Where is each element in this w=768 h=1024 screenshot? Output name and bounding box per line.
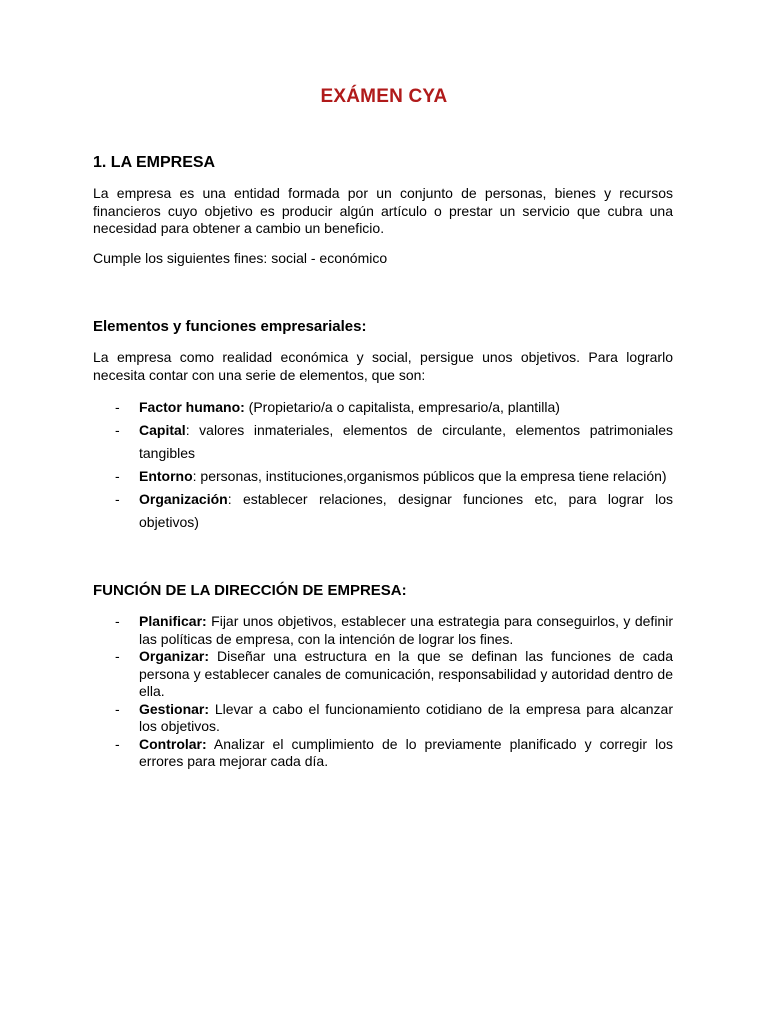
bullet-dash: - bbox=[115, 468, 120, 484]
elements-list bbox=[93, 396, 673, 534]
list-item bbox=[93, 736, 673, 771]
list-item bbox=[93, 613, 673, 648]
list-item-term: Gestionar: bbox=[139, 700, 210, 717]
list-item-term: Capital bbox=[139, 422, 186, 438]
section-heading-funcion-direccion: FUNCIÓN DE LA DIRECCIÓN DE EMPRESA: bbox=[93, 582, 407, 599]
list-item-text: Llevar a cabo el funcionamiento cotidiano de la empresa para alcanzar los objetivos. bbox=[139, 700, 673, 734]
section-heading-elementos: Elementos y funciones empresariales: bbox=[93, 318, 367, 335]
list-item-text: Analizar el cumplimiento de lo previamente planificado y corregir los errores para mejorar cada día. bbox=[139, 735, 673, 769]
bullet-dash: - bbox=[115, 700, 120, 717]
list-item-text: : establecer relaciones, designar funciones etc, para lograr los objetivos) bbox=[139, 491, 673, 530]
bullet-dash: - bbox=[115, 422, 120, 438]
paragraph-fines: Cumple los siguientes fines: social - económico bbox=[93, 250, 388, 266]
functions-list bbox=[93, 613, 673, 771]
bullet-dash: - bbox=[115, 735, 120, 752]
list-item bbox=[93, 465, 673, 488]
list-item-term: Controlar: bbox=[139, 735, 207, 752]
bullet-dash: - bbox=[115, 648, 120, 664]
list-item-text: : valores inmateriales, elementos de circulante, elementos patrimoniales tangibles bbox=[139, 422, 673, 461]
list-item-text: : personas, instituciones,organismos públicos que la empresa tiene relación) bbox=[192, 468, 667, 484]
list-item bbox=[93, 488, 673, 534]
list-item-text: Fijar unos objetivos, establecer una estrategia para conseguirlos, y definir las políticas de empresa, con la intención de lograr los fines. bbox=[139, 613, 673, 647]
section-heading-la-empresa: 1. LA EMPRESA bbox=[93, 154, 216, 171]
list-item-term: Organizar: bbox=[139, 648, 210, 664]
paragraph-elementos-intro: La empresa como realidad económica y social, persigue unos objetivos. Para lograrlo necesita contar con una serie de elementos, que son: bbox=[93, 349, 673, 383]
bullet-dash: - bbox=[115, 613, 120, 629]
list-item-term: Entorno bbox=[139, 468, 193, 484]
list-item-text: Diseñar una estructura en la que se definan las funciones de cada persona y establecer canales de comunicación, responsabilidad y autoridad dentro de ella. bbox=[139, 648, 673, 699]
list-item bbox=[93, 396, 673, 419]
list-item bbox=[93, 419, 673, 465]
paragraph-definition: La empresa es una entidad formada por un conjunto de personas, bienes y recursos financieros cuyo objetivo es producir algún artículo o prestar un servicio que cubra una necesidad para obtener a cambio un beneficio. bbox=[93, 185, 673, 236]
list-item-term: Planificar: bbox=[139, 613, 207, 629]
list-item-term: Organización bbox=[139, 491, 228, 507]
document-title: EXÁMEN CYA bbox=[320, 86, 448, 107]
list-item-term: Factor humano: bbox=[139, 399, 245, 415]
list-item-text: (Propietario/a o capitalista, empresario/a, plantilla) bbox=[244, 399, 560, 415]
list-item bbox=[93, 648, 673, 701]
list-item bbox=[93, 701, 673, 736]
bullet-dash: - bbox=[115, 491, 120, 507]
bullet-dash: - bbox=[115, 399, 120, 415]
